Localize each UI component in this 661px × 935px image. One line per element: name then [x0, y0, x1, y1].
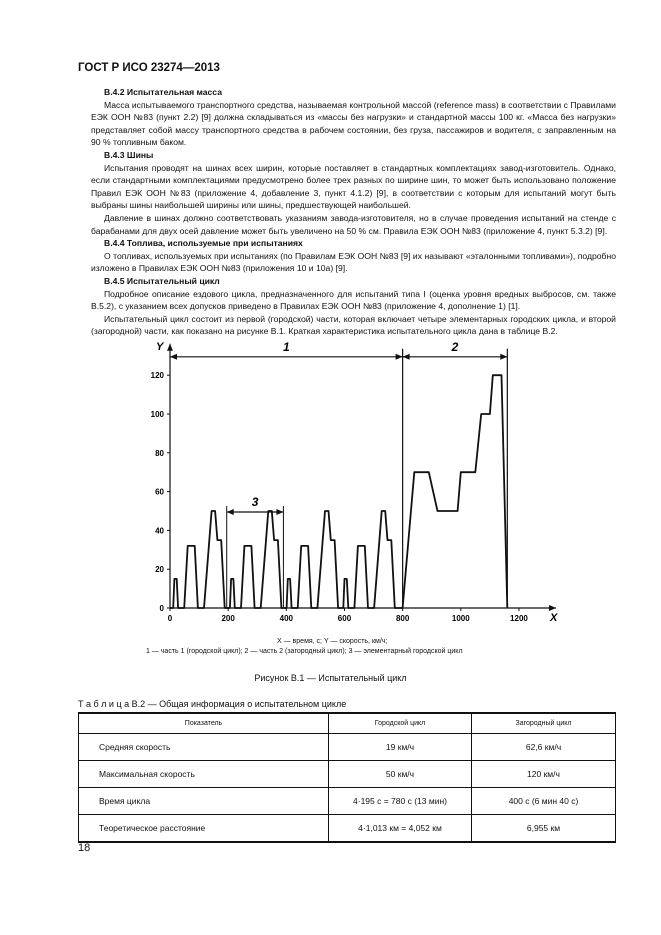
table-cell: 62,6 км/ч	[472, 734, 616, 761]
paragraph: Испытательный цикл состоит из первой (городской) части, которая включает четыре элементарных городских цикла, и второй (загородной) части, как показано на рисунке В.1. Краткая характеристика испытательного цикла дана в таблице В.2.	[91, 313, 616, 337]
chart-ticks	[151, 371, 529, 623]
paragraph: Давление в шинах должно соответствовать указаниям завода-изготовителя, но в случае проведения испытаний на стенде с барабанами для двух осей давление может быть увеличено на 50 % см. Правила ЕЭК ООН №83 (приложение 4, пункт 5.3.2) [9].	[91, 212, 616, 236]
paragraph: Подробное описание ездового цикла, предназначенного для испытаний типа I (оценка уровня вредных выбросов, см. также В.5.2), с указанием всех допусков приведено в Правилах ЕЭК ООН №83 (приложение 4, дополнение 1) [1].	[91, 288, 616, 312]
table-cell: Максимальная скорость	[79, 761, 329, 788]
chart-axes	[156, 341, 558, 624]
bracket-label: 2	[451, 339, 459, 354]
y-tick-label: 20	[155, 565, 164, 575]
figure-caption: Рисунок В.1 — Испытательный цикл	[254, 673, 407, 683]
document-header: ГОСТ Р ИСО 23274—2013	[78, 62, 220, 74]
x-tick-label: 200	[221, 614, 235, 623]
column-header: Городской цикл	[329, 713, 472, 734]
test-cycle-chart	[150, 339, 560, 630]
bracket-arrow	[276, 509, 283, 515]
bracket-arrow	[227, 509, 234, 515]
table-caption: Т а б л и ц а В.2 — Общая информация о испытательном цикле	[78, 699, 347, 709]
section-heading: B.4.2 Испытательная масса	[104, 87, 222, 97]
y-tick-label: 40	[155, 526, 164, 536]
chart-legend-line-1: X — время, с; Y — скорость, км/ч;	[277, 638, 388, 645]
table-header-row	[79, 713, 616, 734]
table-cell: 50 км/ч	[329, 761, 472, 788]
column-header: Загородный цикл	[472, 713, 616, 734]
body-text	[91, 86, 616, 338]
table-cell: Теоретическое расстояние	[79, 815, 329, 843]
y-tick-label: 0	[159, 604, 164, 613]
x-tick-label: 1000	[451, 614, 470, 623]
table-cell: 6,955 км	[472, 815, 616, 843]
bracket-label: 3	[251, 495, 259, 509]
table-cell: 120 км/ч	[472, 761, 616, 788]
table-row	[79, 815, 616, 843]
x-axis-letter: X	[550, 612, 558, 624]
table-row	[79, 761, 616, 788]
section-heading: B.4.5 Испытательный цикл	[104, 275, 220, 286]
column-header: Показатель	[79, 713, 329, 734]
paragraph: Масса испытываемого транспортного средства, называемая контрольной массой (reference mass) в соответствии с Правилами ЕЭК ООН №83 (пункт 2.2) [9] должна складываться из «массы без нагрузки» и стандартной массы 100 кг. «Масса без нагрузки» представляет собой массу транспортного средства в рабочем состоянии, без груза, пассажиров и водителя, с заправленным на 90 % топливным баком.	[91, 99, 616, 148]
paragraph: О топливах, используемых при испытаниях (по Правилам ЕЭК ООН №83 [9] их называют «эталонными топливами»), подробно изложено в Правилах ЕЭК ООН №83 (приложения 10 и 10а) [9].	[91, 250, 616, 274]
speed-curve	[170, 375, 507, 608]
bracket-arrow	[170, 354, 177, 360]
y-axis-letter: Y	[156, 340, 164, 353]
y-tick-label: 80	[155, 448, 164, 458]
table-cell: 400 с (6 мин 40 с)	[472, 788, 616, 815]
bracket-arrow	[403, 354, 410, 360]
table-cell: 19 км/ч	[329, 734, 472, 761]
x-tick-label: 800	[395, 614, 410, 623]
bracket-arrow	[500, 354, 507, 360]
bracket-label: 1	[282, 339, 290, 354]
cycle-info-table	[78, 712, 616, 843]
table-cell: 4·1,013 км = 4,052 км	[329, 815, 472, 843]
x-axis-arrow	[549, 605, 556, 611]
x-tick-label: 0	[167, 614, 173, 623]
table-row	[79, 734, 616, 761]
paragraph: Испытания проводят на шинах всех ширин, которые поставляет в стандартных комплектациях завод-изготовитель. Однако, если стандартными комплектациями предусмотрено более трех разных по ширине шин, то может быть использовано положение Правил ЕЭК ООН №83 (приложение 4, добавление 3, пункт 4.1.2) [9], в соответствии с которым для испытаний могут быть выбраны шины наибольшей ширины или шины, предшествующей наибольшей.	[91, 162, 616, 211]
table-cell: 4·195 с = 780 с (13 мин)	[329, 788, 472, 815]
table-cell: Средняя скорость	[79, 734, 329, 761]
chart-legend-line-2: 1 — часть 1 (городской цикл); 2 — часть 2 (загородный цикл); 3 — элементарный городской цикл	[146, 648, 463, 655]
section-heading: B.4.4 Топлива, используемые при испытаниях	[104, 238, 303, 249]
chart-curve	[170, 375, 507, 608]
section-heading: B.4.3 Шины	[104, 149, 154, 160]
x-tick-label: 1200	[510, 614, 528, 623]
y-tick-label: 60	[155, 487, 164, 497]
page-number: 18	[78, 842, 91, 854]
chart-brackets	[170, 340, 507, 608]
table-cell: Время цикла	[79, 788, 329, 815]
x-tick-label: 600	[337, 614, 352, 623]
x-tick-label: 400	[279, 614, 293, 623]
bracket-arrow	[396, 354, 403, 360]
y-tick-label: 100	[150, 410, 164, 419]
y-tick-label: 120	[150, 371, 164, 381]
table-row	[79, 788, 616, 815]
